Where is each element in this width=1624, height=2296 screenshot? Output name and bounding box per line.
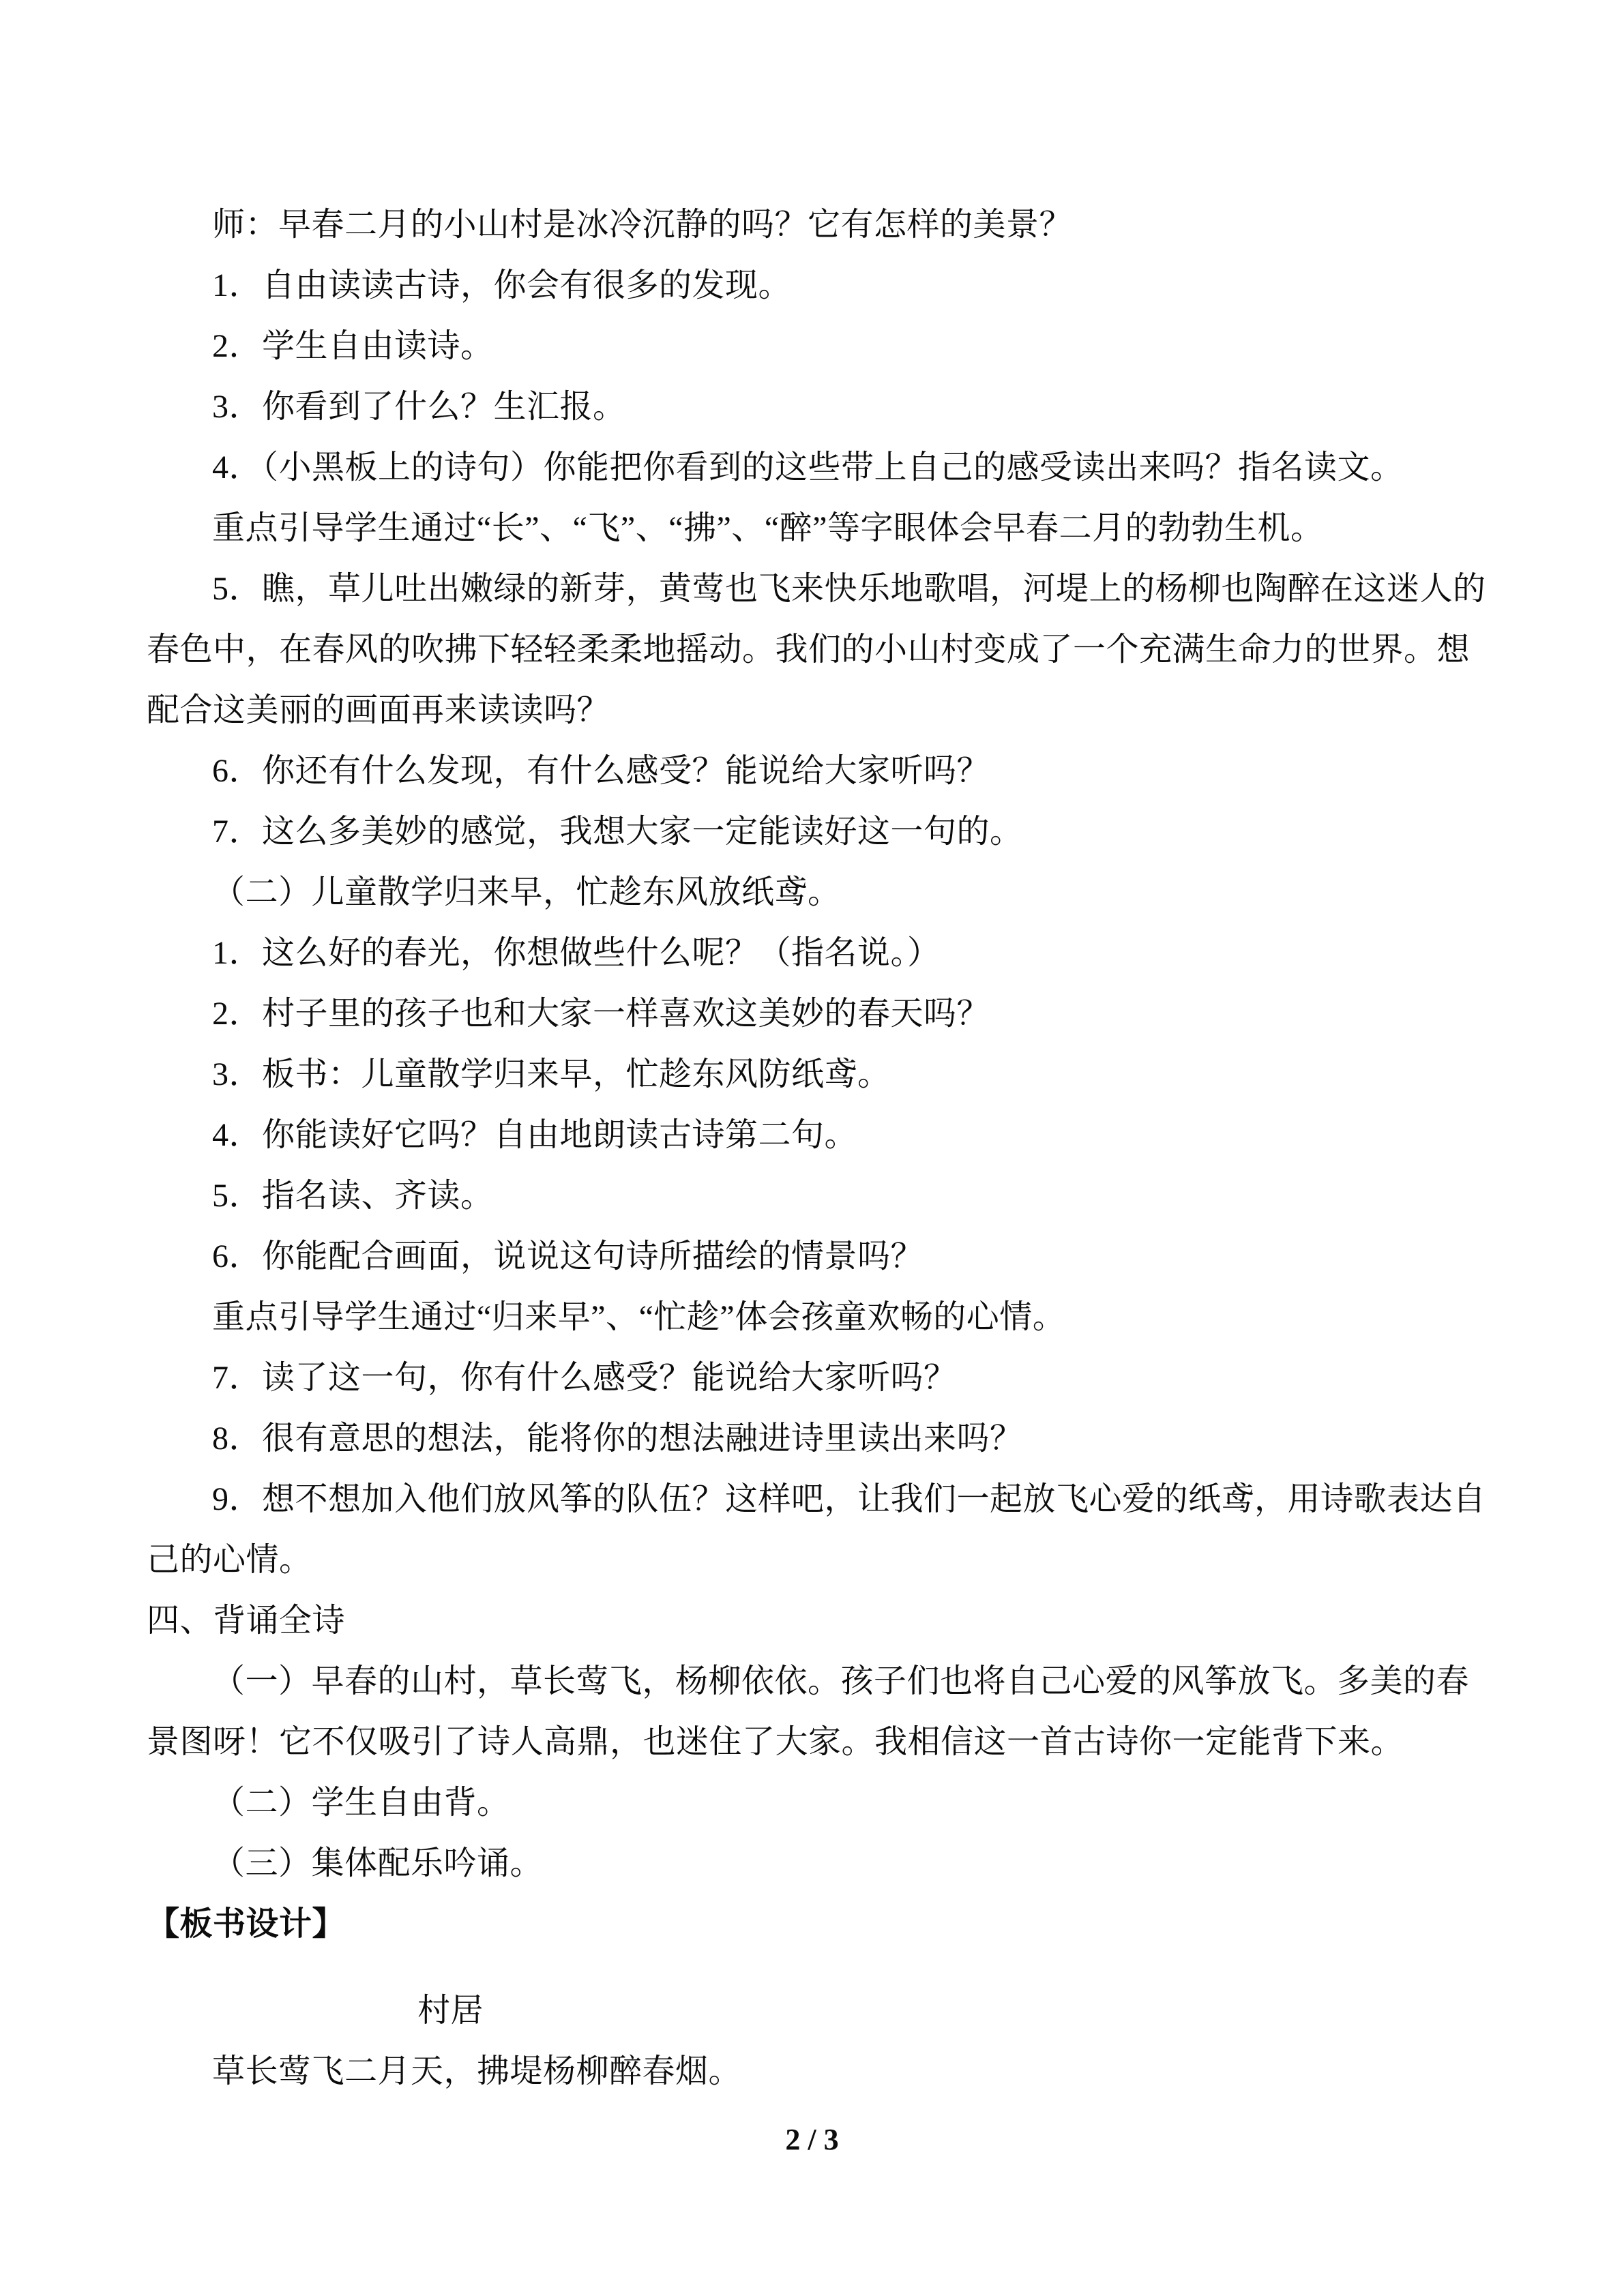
text-line: 9．想不想加入他们放风筝的队伍？这样吧，让我们一起放飞心爱的纸鸢，用诗歌表达自 [212, 1481, 1486, 1517]
text-line: 重点引导学生通过“长”、“飞”、“拂”、“醉”等字眼体会早春二月的勃勃生机。 [212, 510, 1324, 546]
text-line: 7．这么多美妙的感觉，我想大家一定能读好这一句的。 [212, 814, 1023, 850]
page-number: 2 / 3 [785, 2123, 839, 2156]
text-line: 春色中，在春风的吹拂下轻轻柔柔地摇动。我们的小山村变成了一个充满生命力的世界。想 [147, 631, 1471, 668]
text-line: 景图呀！它不仅吸引了诗人高鼎，也迷住了大家。我相信这一首古诗你一定能背下来。 [147, 1724, 1404, 1760]
text-line: （二）儿童散学归来早，忙趁东风放纸鸢。 [212, 874, 841, 910]
text-line: 7．读了这一句，你有什么感受？能说给大家听吗？ [212, 1360, 957, 1396]
text-line: （三）集体配乐吟诵。 [212, 1845, 544, 1881]
text-line: 5．指名读、齐读。 [212, 1178, 494, 1214]
text-line: 1．这么好的春光，你想做些什么呢？（指名说。） [212, 935, 941, 971]
text-line: 1．自由读读古诗，你会有很多的发现。 [212, 267, 792, 303]
text-line: 4．你能读好它吗？自由地朗读古诗第二句。 [212, 1117, 858, 1153]
text-line: 四、背诵全诗 [147, 1602, 346, 1639]
text-line: （二）学生自由背。 [212, 1785, 510, 1821]
text-line: 4．（小黑板上的诗句）你能把你看到的这些带上自己的感受读出来吗？指名读文。 [212, 449, 1404, 486]
text-line: 配合这美丽的画面再来读读吗？ [147, 692, 610, 728]
text-line: 2．村子里的孩子也和大家一样喜欢这美妙的春天吗？ [212, 996, 990, 1032]
text-line: 2．学生自由读诗。 [212, 328, 494, 364]
text-line: （一）早春的山村，草长莺飞，杨柳依依。孩子们也将自己心爱的风筝放飞。多美的春 [212, 1663, 1470, 1699]
text-line: 6．你还有什么发现，有什么感受？能说给大家听吗？ [212, 753, 990, 789]
page-footer [0, 2123, 1624, 2157]
poem-title: 村居 [417, 1993, 484, 2029]
text-line: 重点引导学生通过“归来早”、“忙趁”体会孩童欢畅的心情。 [212, 1299, 1066, 1335]
text-line: 草长莺飞二月天，拂堤杨柳醉春烟。 [212, 2053, 742, 2089]
text-line: 8．很有意思的想法，能将你的想法融进诗里读出来吗？ [212, 1420, 1023, 1457]
text-line: 3．板书：儿童散学归来早，忙趁东风防纸鸢。 [212, 1056, 891, 1092]
text-line: 3．你看到了什么？生汇报。 [212, 389, 626, 425]
text-line: 师：早春二月的小山村是冰冷沉静的吗？它有怎样的美景？ [212, 207, 1073, 243]
text-line: 己的心情。 [147, 1542, 312, 1578]
document-body [147, 194, 1486, 2102]
text-line: 6．你能配合画面，说说这句诗所描绘的情景吗？ [212, 1238, 924, 1274]
text-line: 5．瞧，草儿吐出嫩绿的新芽，黄莺也飞来快乐地歌唱，河堤上的杨柳也陶醉在这迷人的 [212, 571, 1486, 607]
section-heading: 【板书设计】 [147, 1906, 346, 1942]
